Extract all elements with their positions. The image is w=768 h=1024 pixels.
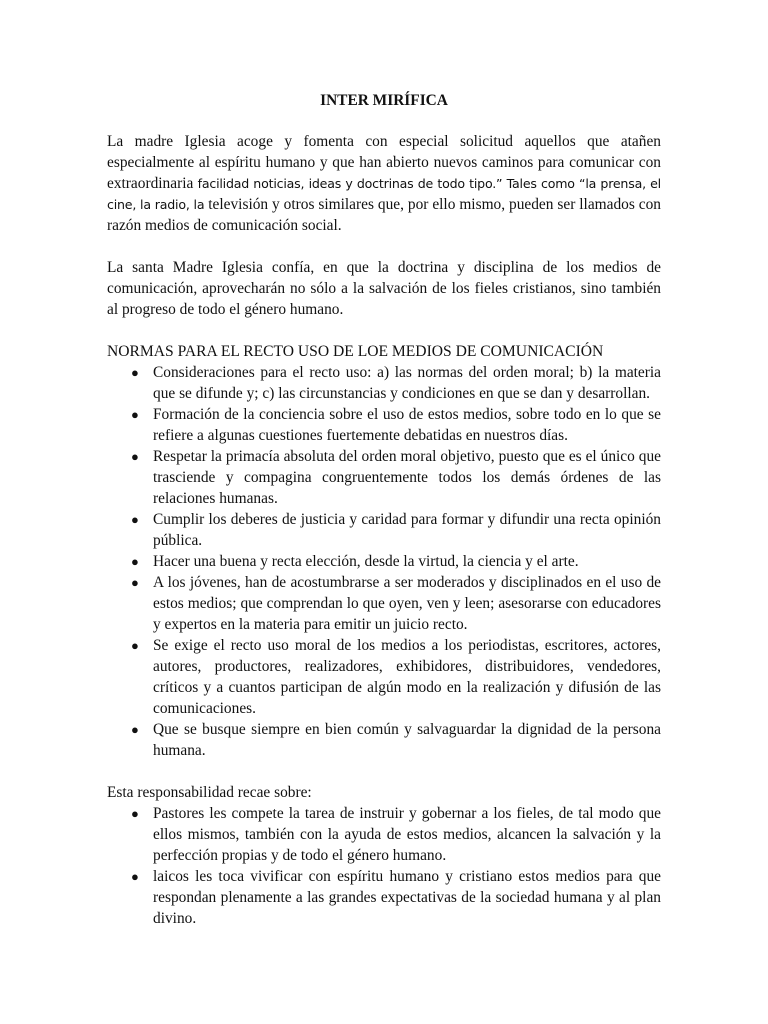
list-item [107,446,661,509]
list-item [107,509,661,551]
bullet-icon: ● [131,365,139,380]
bullet-icon: ● [131,449,139,464]
list-item [107,551,661,572]
list-item-text: laicos les toca vivificar con espíritu humano y cristiano estos medios para que respondan plenamente a las grandes expectativas de la sociedad humana y al plan divino. [153,868,661,927]
list-item-text: Pastores les compete la tarea de instruir y gobernar a los fieles, de tal modo que ellos mismos, también con la ayuda de estos medios, alcancen la salvación y la perfección propias y de todo el género humano. [153,805,661,864]
document-title: INTER MIRÍFICA [320,92,448,109]
list-item [107,404,661,446]
list-item-text: Cumplir los deberes de justicia y caridad para formar y difundir una recta opinión pública. [153,511,661,549]
document-page [107,90,661,929]
intro-paragraph-part2: facilidad noticias, ideas y doctrinas de todo tipo.” Tales como “la prensa, el cine, la radio, la [107,176,661,212]
intro-paragraph-part1: La madre Iglesia acoge y fomenta con especial solicitud aquellos que atañen especialmente al espíritu humano y que han abierto nuevos caminos para comunicar con extraordinaria [107,133,661,192]
responsibility-list [107,803,661,929]
list-item [107,572,661,635]
bullet-icon: ● [131,554,139,569]
responsibility-intro: Esta responsabilidad recae sobre: [107,784,312,801]
list-item [107,803,661,866]
list-item [107,362,661,404]
list-item [107,719,661,761]
second-paragraph: La santa Madre Iglesia confía, en que la doctrina y disciplina de los medios de comunicación, aprovecharán no sólo a la salvación de los fieles cristianos, sino también al progreso de todo el género humano. [107,259,661,318]
bullet-icon: ● [131,869,139,884]
list-item-text: Consideraciones para el recto uso: a) las normas del orden moral; b) la materia que se difunde y; c) las circunstancias y condiciones en que se dan y desarrollan. [153,364,661,402]
bullet-icon: ● [131,806,139,821]
list-item-text: Formación de la conciencia sobre el uso de estos medios, sobre todo en lo que se refiere a algunas cuestiones fuertemente debatidas en nuestros días. [153,406,661,444]
norms-list [107,362,661,761]
list-item [107,635,661,719]
list-item [107,866,661,929]
list-item-text: Que se busque siempre en bien común y salvaguardar la dignidad de la persona humana. [153,721,661,759]
bullet-icon: ● [131,407,139,422]
bullet-icon: ● [131,512,139,527]
list-item-text: Se exige el recto uso moral de los medios a los periodistas, escritores, actores, autores, productores, realizadores, exhibidores, distribuidores, vendedores, críticos y a cuantos participan de algún modo en la realización y difusión de las comunicaciones. [153,637,661,717]
section-heading: NORMAS PARA EL RECTO USO DE LOE MEDIOS DE COMUNICACIÓN [107,343,604,360]
intro-paragraph [107,131,661,236]
list-item-text: A los jóvenes, han de acostumbrarse a ser moderados y disciplinados en el uso de estos medios; que comprendan lo que oyen, ven y leen; asesorarse con educadores y expertos en la materia para emitir un juicio recto. [153,574,661,633]
list-item-text: Hacer una buena y recta elección, desde la virtud, la ciencia y el arte. [153,553,579,570]
list-item-text: Respetar la primacía absoluta del orden moral objetivo, puesto que es el único que trasciende y compagina congruentemente todos los demás órdenes de las relaciones humanas. [153,448,661,507]
intro-paragraph-part3: televisión y otros similares que, por ello mismo, pueden ser llamados con razón medios de comunicación social. [107,196,661,234]
bullet-icon: ● [131,722,139,737]
bullet-icon: ● [131,638,139,653]
bullet-icon: ● [131,575,139,590]
